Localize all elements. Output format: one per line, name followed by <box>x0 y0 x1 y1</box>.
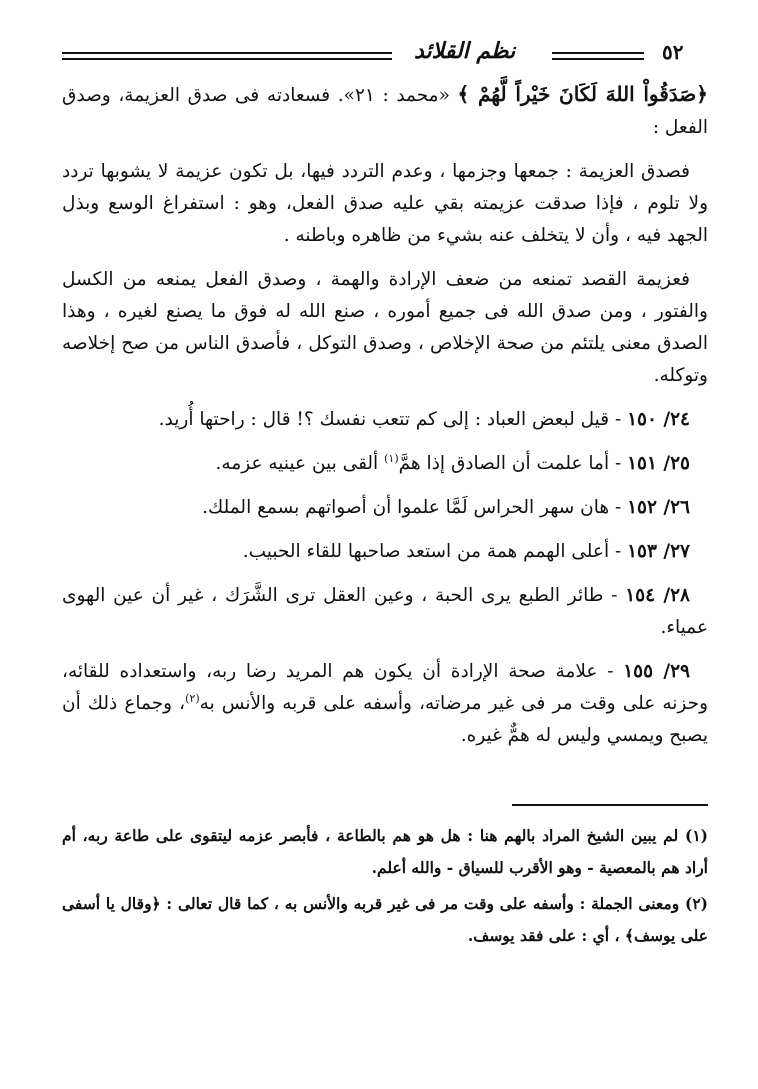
saying-27: ٢٧/ ١٥٣ - أعلى الهمم همة من استعد صاحبها للقاء الحبيب. <box>242 541 690 562</box>
saying-28: ٢٨/ ١٥٤ - طائر الطبع يرى الحبة ، وعين العقل ترى الشَّرَك ، غير أن عين الهوى عمياء. <box>62 585 708 638</box>
saying-number: ٢٩/ ١٥٥ <box>623 661 690 682</box>
quran-verse: ﴿صَدَقُواْ اللهَ لَكَانَ خَيْراً لَّهُمْ ﴾ <box>457 82 709 106</box>
saying-26: ٢٦/ ١٥٢ - هان سهر الحراس لَمَّا علموا أن أصواتهم بسمع الملك. <box>202 497 690 518</box>
book-page <box>62 38 708 956</box>
saying-29: ٢٩/ ١٥٥ - علامة صحة الإرادة أن يكون هم المريد رضا ربه، واستعداده للقائه، وحزنه على وقت مر فى غير مرضاته، وأسفه على قربه والأنس به$^{(٢)}$، وجماع ذلك أن يصبح ويمسي وليس له همٌّ غيره. <box>62 661 708 746</box>
saying-number: ٢٨/ ١٥٤ <box>625 585 690 606</box>
verse-open-bracket: ﴿ <box>696 82 709 106</box>
saying-number: ٢٤/ ١٥٠ <box>627 409 690 430</box>
page-header <box>62 38 708 72</box>
paragraph-2: فصدق العزيمة : جمعها وجزمها ، وعدم التردد فيها، بل تكون عزيمة لا يشوبها تردد ولا تلوم ، فإذا صدقت عزيمته بقي عليه صدق الفعل، وهو : استفراغ الوسع وبذل الجهد فيه ، وأن لا يتخلف عنه بشيء من ظاهره وباطنه . <box>62 161 708 246</box>
running-title: نظم القلائد <box>414 38 516 64</box>
saying-24: ٢٤/ ١٥٠ - قيل لبعض العباد : إلى كم تتعب نفسك ؟! قال : راحتها أُريد. <box>158 409 690 430</box>
footnote-ref-2[interactable]: (٢) <box>185 691 200 705</box>
footnote-1: (١) لم يبين الشيخ المراد بالهم هنا : هل هو هم بالطاعة ، فأبصر عزمه ليتقوى على طاعة ربه، أم أراد هم بالمعصية - وهو الأقرب للسياق - والله أعلم. <box>62 826 708 877</box>
footnote-number: (٢) <box>684 894 708 913</box>
saying-25: ٢٥/ ١٥١ - أما علمت أن الصادق إذا همَّ$^{(١)}$ ألقى بين عينيه عزمه. <box>215 451 690 474</box>
verse-citation: «محمد : ٢١» <box>343 85 450 106</box>
paragraph-3: فعزيمة القصد تمنعه من ضعف الإرادة والهمة ، وصدق الفعل يمنعه من الكسل والفتور ، ومن صدق الله فى جميع أموره ، صنع الله له فوق ما يصنع لغيره ، وهذا الصدق معنى يلتئم من صحة الإخلاص ، وصدق التوكل ، فأصدق الناس من صح إخلاصه وتوكله. <box>62 269 708 386</box>
footnote-separator <box>512 804 708 806</box>
header-rule-right <box>552 52 644 60</box>
saying-number: ٢٥/ ١٥١ <box>627 453 690 474</box>
footnotes <box>62 820 708 952</box>
footnote-2: (٢) ومعنى الجملة : وأسفه على وقت مر فى غير قربه والأنس به ، كما قال تعالى : ﴿وقال يا أسفى على يوسف﴾ ، أي : على فقد يوسف. <box>62 894 708 945</box>
page-number: ٥٢ <box>662 40 684 64</box>
footnote-number: (١) <box>684 826 708 845</box>
saying-number: ٢٧/ ١٥٣ <box>627 541 690 562</box>
paragraph-1: ﴿صَدَقُواْ اللهَ لَكَانَ خَيْراً لَّهُمْ ﴾ «محمد : ٢١». فسعادته فى صدق العزيمة، وصدق الفعل : <box>62 82 709 138</box>
quran-quote: ﴿وقال يا أسفى على يوسف﴾ <box>62 894 708 945</box>
footnote-ref-1[interactable]: (١) <box>384 451 399 465</box>
saying-number: ٢٦/ ١٥٢ <box>627 497 690 518</box>
header-rule-left <box>62 52 392 60</box>
main-text <box>62 78 708 752</box>
